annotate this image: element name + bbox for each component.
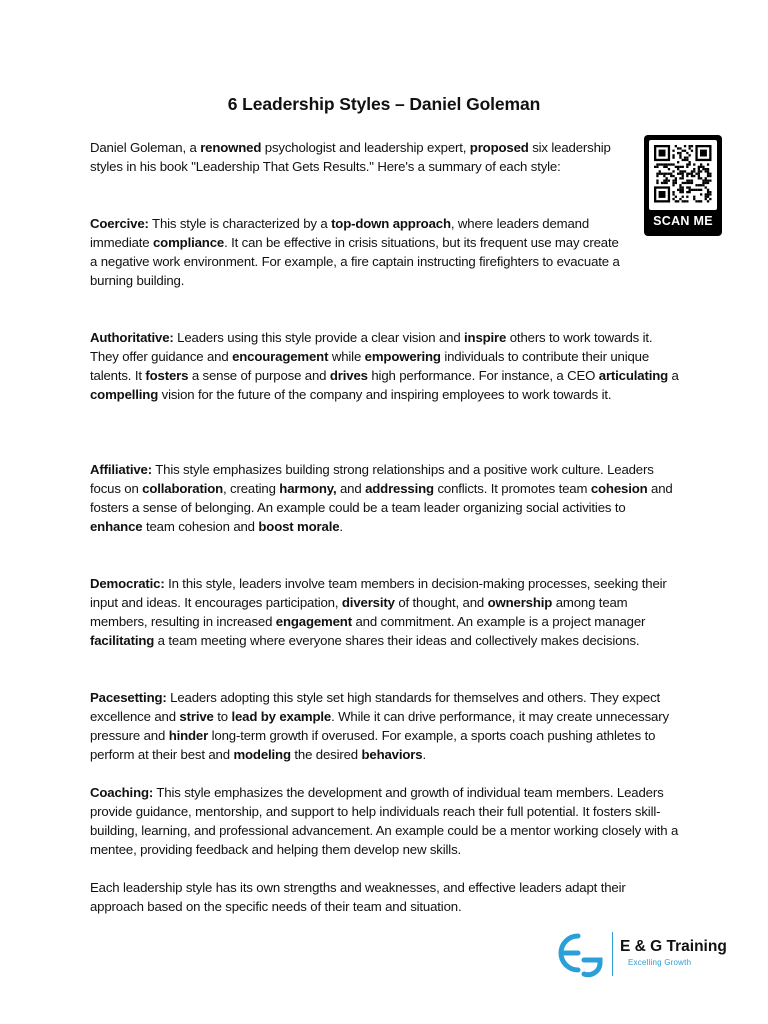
text-run: while <box>328 349 365 364</box>
text-run: Leaders adopting this style set high standards for themselves and others. They expect excellence and <box>90 690 661 724</box>
bold-text-run: diversity <box>341 595 395 610</box>
bold-text-run: boost morale <box>258 519 340 534</box>
bold-text-run: drives <box>329 368 368 383</box>
bold-text-run: behaviors <box>361 747 423 762</box>
text-run: among team members, resulting in increased <box>90 595 628 629</box>
text-run: individuals to contribute their unique talents. It <box>90 349 650 383</box>
logo-tagline: Excelling Growth <box>628 958 692 967</box>
bold-text-run: top-down approach <box>331 216 451 231</box>
bold-text-run: ownership <box>487 595 553 610</box>
text-run: and commitment. An example is a project manager <box>351 614 646 629</box>
bold-text-run: compliance <box>153 235 225 250</box>
text-run: long-term growth if overused. For example, a sports coach pushing athletes to perform at their best and <box>90 728 656 762</box>
paragraph-conclusion <box>90 878 680 916</box>
bold-text-run: compelling <box>90 387 159 402</box>
bold-text-run: collaboration <box>142 481 224 496</box>
text-run: psychologist and leadership expert, <box>261 140 470 155</box>
qr-scan-label: SCAN ME <box>653 214 713 228</box>
text-run: Leaders using this style provide a clear vision and <box>173 330 465 345</box>
text-run: team cohesion and <box>142 519 259 534</box>
text-run: to <box>213 709 232 724</box>
text-run: six leadership styles in his book "Leadership That Gets Results." Here's a summary of each style: <box>90 140 611 174</box>
qr-code[interactable] <box>644 135 722 236</box>
bold-text-run: engagement <box>275 614 352 629</box>
text-run: In this style, leaders involve team members in decision-making processes, seeking their input and ideas. It encourages participation, <box>90 576 667 610</box>
text-run: Each leadership style has its own strengths and weaknesses, and effective leaders adapt their approach based on the specific needs of their team and situation. <box>90 880 626 914</box>
bold-text-run: hinder <box>168 728 209 743</box>
bold-text-run: lead by example <box>231 709 332 724</box>
text-run: of thought, and <box>394 595 488 610</box>
text-run: . <box>339 519 343 534</box>
logo-name: E & G Training <box>620 938 727 955</box>
text-run: Daniel Goleman, a <box>90 140 201 155</box>
paragraph-pacesetting <box>90 688 680 764</box>
logo-divider <box>612 932 613 976</box>
bold-text-run: facilitating <box>90 633 155 648</box>
text-run: , where leaders demand immediate <box>90 216 590 250</box>
text-run: vision for the future of the company and inspiring employees to work towards it. <box>158 387 612 402</box>
paragraph-affiliative <box>90 460 680 536</box>
text-run: and fosters a sense of belonging. An example could be a team leader organizing social activities to <box>90 481 673 515</box>
paragraph-intro <box>90 138 628 176</box>
bold-text-run: addressing <box>365 481 434 496</box>
text-run: This style is characterized by a <box>148 216 332 231</box>
bold-text-run: modeling <box>233 747 291 762</box>
text-run: a sense of purpose and <box>188 368 330 383</box>
bold-text-run: proposed <box>469 140 529 155</box>
text-run: This style emphasizes building strong relationships and a positive work culture. Leaders focus on <box>90 462 654 496</box>
company-logo <box>554 930 727 978</box>
bold-text-run: Democratic: <box>90 576 165 591</box>
bold-text-run: Authoritative: <box>90 330 174 345</box>
bold-text-run: cohesion <box>590 481 648 496</box>
text-run: high performance. For instance, a CEO <box>367 368 599 383</box>
text-run: This style emphasizes the development and growth of individual team members. Leaders provide guidance, mentorship, and support to help individuals reach their full potential. It fosters skill-building, learning, and professional advancement. An example could be a mentor working closely with a mentee, providing feedback and helping them develop new skills. <box>90 785 679 857</box>
text-run: others to work towards it. They offer guidance and <box>90 330 653 364</box>
bold-text-run: enhance <box>90 519 143 534</box>
text-run: . While it can drive performance, it may create unnecessary pressure and <box>90 709 669 743</box>
document-title: 6 Leadership Styles – Daniel Goleman <box>227 94 541 114</box>
bold-text-run: Pacesetting: <box>90 690 167 705</box>
text-run: , creating <box>223 481 280 496</box>
bold-text-run: strive <box>179 709 214 724</box>
bold-text-run: Coaching: <box>90 785 154 800</box>
paragraph-coercive <box>90 214 628 290</box>
paragraph-democratic <box>90 574 680 650</box>
qr-code-icon <box>649 140 717 210</box>
bold-text-run: empowering <box>364 349 441 364</box>
bold-text-run: fosters <box>145 368 189 383</box>
bold-text-run: renowned <box>200 140 262 155</box>
paragraph-coaching <box>90 783 680 859</box>
bold-text-run: Coercive: <box>90 216 149 231</box>
text-run: and <box>336 481 366 496</box>
bold-text-run: harmony, <box>279 481 337 496</box>
bold-text-run: articulating <box>598 368 669 383</box>
bold-text-run: inspire <box>464 330 507 345</box>
text-run: conflicts. It promotes team <box>433 481 591 496</box>
bold-text-run: Affiliative: <box>90 462 152 477</box>
text-run: the desired <box>290 747 362 762</box>
bold-text-run: encouragement <box>232 349 329 364</box>
eg-logo-mark-icon <box>554 930 604 978</box>
text-run: . <box>422 747 426 762</box>
text-run: a team meeting where everyone shares their ideas and collectively makes decisions. <box>154 633 640 648</box>
text-run: . It can be effective in crisis situations, but its frequent use may create a negative work environment. For example, a fire captain instructing firefighters to evacuate a burning building. <box>90 235 620 288</box>
paragraph-authoritative <box>90 328 680 404</box>
text-run: a <box>668 368 679 383</box>
